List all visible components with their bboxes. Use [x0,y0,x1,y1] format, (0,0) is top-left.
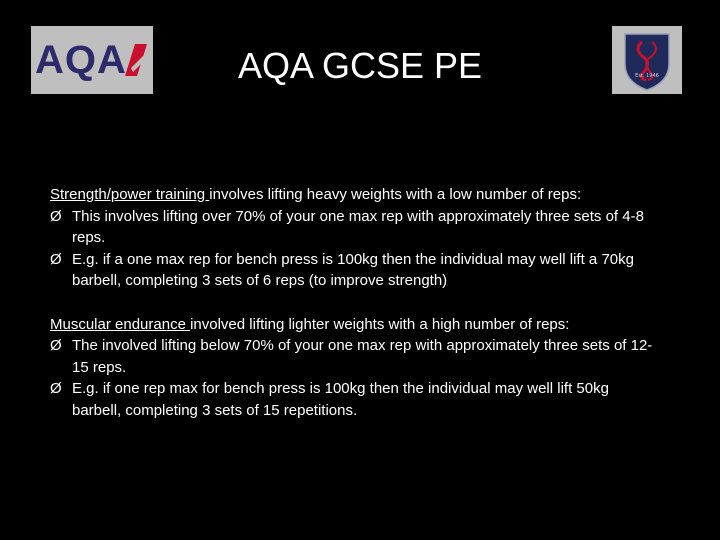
aqa-swoosh-icon [121,40,149,80]
bullet-text: This involves lifting over 70% of your one max rep with approximately three sets of 4-8 reps. [72,207,644,247]
endurance-heading: Muscular endurance [50,315,191,333]
section-spacer [50,292,660,314]
crest-icon [612,26,682,94]
aqa-logo-text: AQA [35,38,127,82]
endurance-intro-text: involved lifting lighter weights with a high number of reps: [190,315,570,333]
section-endurance-intro [50,314,660,336]
arrow-bullet-icon: Ø [50,380,62,398]
list-item [50,378,660,421]
school-crest-logo [612,26,682,94]
bullet-text: E.g. if a one max rep for bench press is 100kg then the individual may well lift a 70kg barbell, completing 3 sets of 6 reps (to improve strength) [72,250,634,290]
section-strength-intro [50,184,660,206]
arrow-bullet-icon: Ø [50,337,62,355]
page-title: AQA GCSE PE [237,45,483,86]
crest-text: Est. 1946 [635,73,659,79]
list-item [50,335,660,378]
arrow-bullet-icon: Ø [50,250,62,268]
list-item [50,206,660,249]
arrow-bullet-icon: Ø [50,207,62,225]
list-item [50,249,660,292]
content-body [50,184,660,422]
strength-heading: Strength/power training [50,186,210,203]
aqa-logo [31,26,153,94]
bullet-text: E.g. if one rep max for bench press is 100kg then the individual may well lift 50kg barbell, completing 3 sets of 15 repetitions. [72,380,609,419]
strength-intro-text: involves lifting heavy weights with a low number of reps: [209,186,582,203]
bullet-text: The involved lifting below 70% of your one max rep with approximately three sets of 12-15 reps. [72,337,653,376]
